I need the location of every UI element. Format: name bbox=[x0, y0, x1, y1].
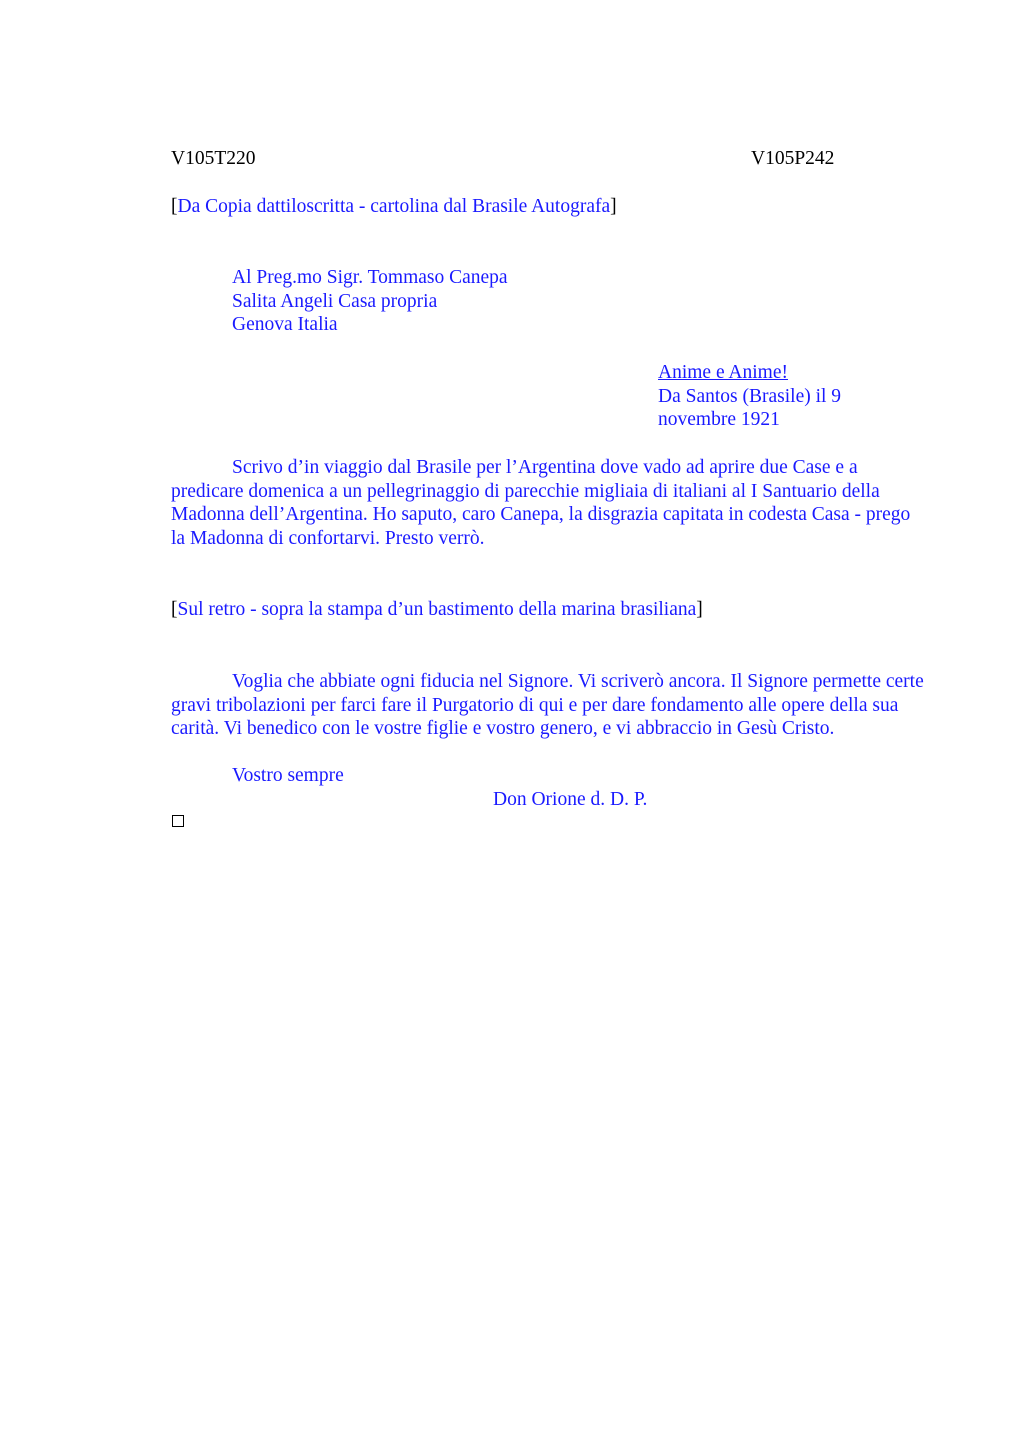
address-line-name: Al Preg.mo Sigr. Tommaso Canepa bbox=[232, 267, 508, 288]
letter-paragraph-1: Scrivo d’in viaggio dal Brasile per l’Argentina dove vado ad aprire due Case e a predicare domenica a un pellegrinaggio di parecchie migliaia di italiani al I Santuario della Madonna dell’Argentina. Ho saputo, caro Canepa, la disgrazia capitata in codesta Casa - prego la Madonna di confortarvi. Presto verrò. bbox=[171, 457, 911, 549]
bracket-close: ] bbox=[610, 196, 617, 217]
address-line-city: Genova Italia bbox=[232, 314, 338, 335]
source-note-text: Da Copia dattiloscritta - cartolina dal Brasile Autografa bbox=[177, 196, 611, 217]
address-line-street: Salita Angeli Casa propria bbox=[232, 290, 438, 312]
closing-salutation: Vostro sempre bbox=[232, 765, 344, 786]
letter-paragraph-2: Voglia che abbiate ogni fiducia nel Signore. Vi scriverò ancora. Il Signore permette certe gravi tribolazioni per farci fare il Purgatorio di qui e per dare fondamento alle opere della sua carità. Vi benedico con le vostre figlie e vostro genero, e vi abbraccio in Gesù Cristo. bbox=[171, 671, 924, 739]
bracket-open: [ bbox=[171, 599, 178, 620]
signature: Don Orione d. D. P. bbox=[493, 789, 648, 810]
recipient-address bbox=[232, 266, 508, 337]
motto: Anime e Anime! bbox=[658, 362, 788, 383]
place-date: Da Santos (Brasile) il 9 novembre 1921 bbox=[658, 385, 842, 430]
dateline bbox=[658, 361, 898, 432]
retro-note bbox=[171, 598, 703, 622]
document-code-left: V105T220 bbox=[171, 148, 256, 169]
bracket-open: [ bbox=[171, 196, 178, 217]
source-note bbox=[171, 195, 617, 219]
retro-note-text: Sul retro - sopra la stampa d’un bastimento della marina brasiliana bbox=[177, 599, 697, 620]
bracket-close: ] bbox=[696, 599, 703, 620]
square-outline-icon bbox=[172, 815, 184, 827]
document-code-right: V105P242 bbox=[751, 148, 835, 169]
